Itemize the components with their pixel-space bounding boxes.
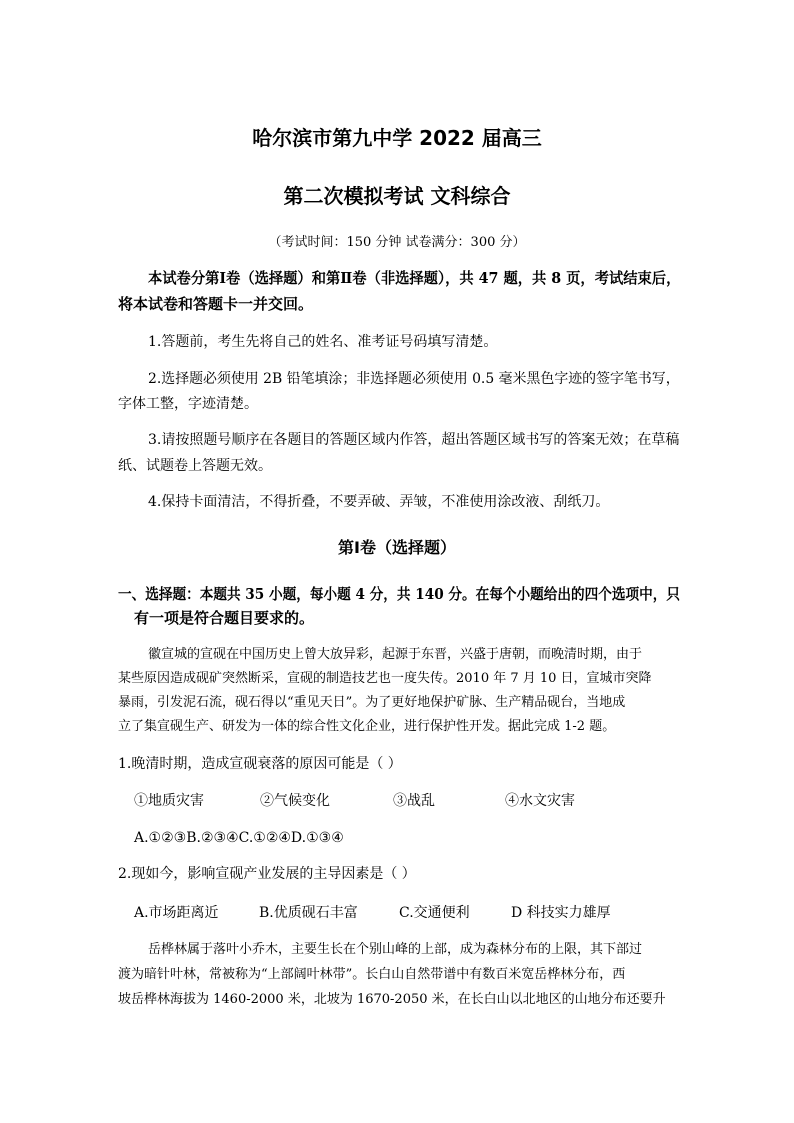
question-2-option-a: A.市场距离近 xyxy=(134,905,219,921)
instruction-3-line1: 3.请按照题号顺序在各题目的答题区域内作答，超出答题区域书写的答案无效；在草稿 xyxy=(148,432,680,448)
intro-line2: 将本试卷和答题卡一并交回。 xyxy=(118,295,314,313)
intro-line1: 本试卷分第Ⅰ卷（选择题）和第Ⅱ卷（非选择题），共 47 题，共 8 页，考试结束后， xyxy=(148,269,681,287)
section-desc-line2: 有一项是符合题目要求的。 xyxy=(134,609,315,627)
question-1-option-4: ④水文灾害 xyxy=(505,793,575,809)
instruction-2-line1: 2.选择题必须使用 2B 铅笔填涂；非选择题必须使用 0.5 毫米黑色字迹的签字笔书写， xyxy=(148,371,680,387)
question-2-option-c: C.交通便利 xyxy=(399,905,470,921)
section-heading: 第Ⅰ卷（选择题） xyxy=(338,538,456,557)
passage2-line1: 岳桦林属于落叶小乔木，主要生长在个别山峰的上部，成为森林分布的上限，其下部过 xyxy=(148,942,643,957)
section-desc-line1: 一、选择题：本题共 35 小题，每小题 4 分，共 140 分。在每个小题给出的四个选项中，只 xyxy=(118,585,680,603)
instruction-1: 1.答题前，考生先将自己的姓名、准考证号码填写清楚。 xyxy=(148,334,498,350)
question-1-answers: A.①②③B.②③④C.①②④D.①③④ xyxy=(134,830,344,846)
question-2-stem: 2.现如今，影响宣砚产业发展的主导因素是（ ） xyxy=(118,866,416,882)
question-1-option-2: ②气候变化 xyxy=(260,793,330,809)
exam-title-line2: 第二次模拟考试 文科综合 xyxy=(283,184,511,208)
instruction-4: 4.保持卡面清洁，不得折叠，不要弄破、弄皱，不准使用涂改液、刮纸刀。 xyxy=(148,494,610,510)
question-1-option-3: ③战乱 xyxy=(393,793,435,809)
passage1-line3: 暴雨，引发泥石流，砚石得以“重见天日”。为了更好地保护矿脉、生产精品砚台，当地成 xyxy=(118,695,626,710)
instruction-3-line2: 纸、试题卷上答题无效。 xyxy=(118,458,272,474)
question-2-option-d: D 科技实力雄厚 xyxy=(511,905,611,921)
exam-title-line1: 哈尔滨市第九中学 2022 届高三 xyxy=(252,126,542,150)
passage2-line3: 坡岳桦林海拔为 1460-2000 米，北坡为 1670-2050 米，在长白山以北地区的山地分布还要升 xyxy=(118,992,666,1007)
passage1-line4: 立了集宣砚生产、研发为一体的综合性文化企业，进行保护性开发。据此完成 1-2 题。 xyxy=(118,719,616,734)
passage2-line2: 渡为暗针叶林，常被称为“上部阔叶林带”。长白山自然带谱中有数百米宽岳桦林分布，西 xyxy=(118,967,626,982)
question-2-option-b: B.优质砚石丰富 xyxy=(259,905,358,921)
passage1-line2: 某些原因造成砚矿突然断采，宣砚的制造技艺也一度失传。2010 年 7 月 10 日，宣城市突降 xyxy=(118,671,652,686)
instruction-2-line2: 字体工整，字迹清楚。 xyxy=(118,396,258,412)
exam-duration-score: （考试时间：150 分钟 试卷满分：300 分） xyxy=(268,235,526,250)
question-1-option-1: ①地质灾害 xyxy=(134,793,204,809)
passage1-line1: 徽宣城的宣砚在中国历史上曾大放异彩，起源于东晋，兴盛于唐朝，而晚清时期，由于 xyxy=(148,647,643,662)
question-1-stem: 1.晚清时期，造成宣砚衰落的原因可能是（ ） xyxy=(118,756,402,772)
